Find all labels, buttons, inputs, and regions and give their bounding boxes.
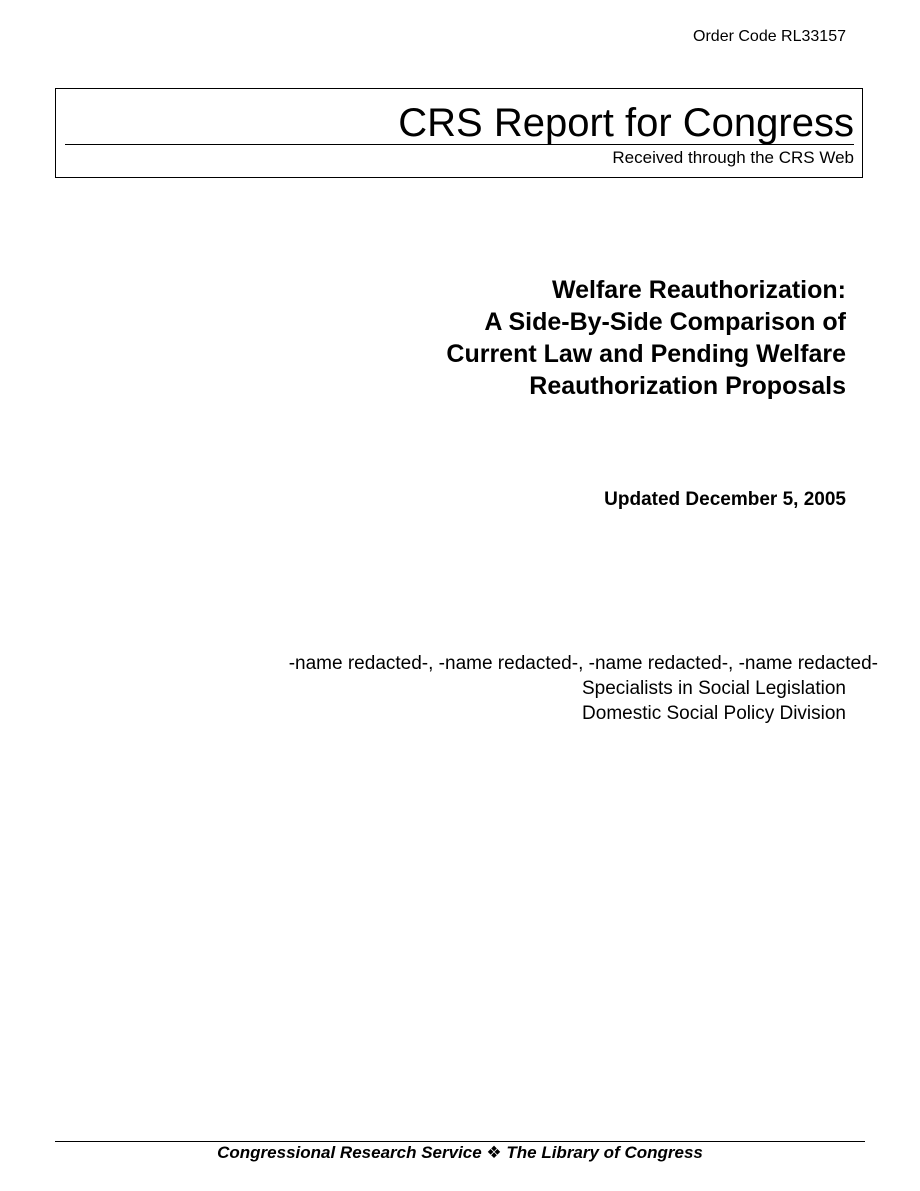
affiliation-line: Domestic Social Policy Division xyxy=(582,703,846,724)
title-line: Welfare Reauthorization: xyxy=(551,276,846,304)
order-code: Order Code RL33157 xyxy=(693,28,846,45)
author-affiliation xyxy=(582,676,846,726)
header-divider xyxy=(65,144,854,145)
footer-divider xyxy=(55,1141,865,1142)
report-title: CRS Report for Congress xyxy=(398,101,854,145)
report-subtitle: Received through the CRS Web xyxy=(612,148,854,167)
affiliation-line: Specialists in Social Legislation xyxy=(581,678,846,699)
document-title xyxy=(446,274,846,402)
title-line: Current Law and Pending Welfare xyxy=(446,340,846,368)
report-header xyxy=(55,88,863,178)
updated-date: Updated December 5, 2005 xyxy=(604,489,846,510)
authors: -name redacted-, -name redacted-, -name redacted-, -name redacted- xyxy=(288,653,878,674)
footer-text: Congressional Research Service ❖ The Library of Congress xyxy=(217,1143,703,1162)
title-line: Reauthorization Proposals xyxy=(529,372,846,400)
title-line: A Side-By-Side Comparison of xyxy=(484,308,846,336)
